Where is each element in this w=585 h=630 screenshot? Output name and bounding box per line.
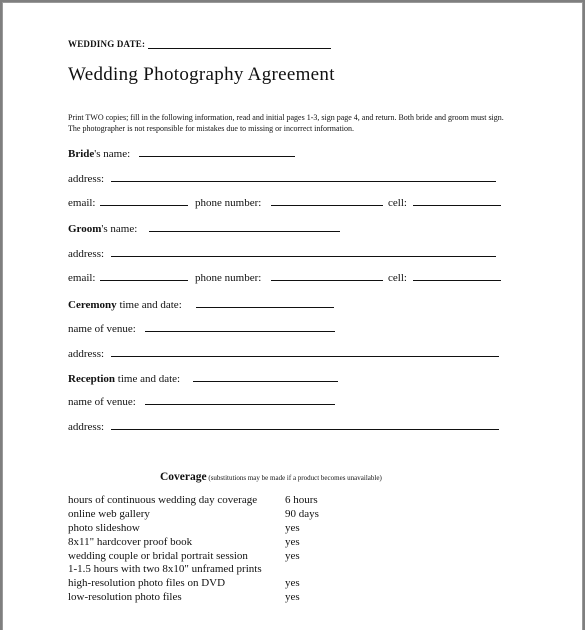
bride-cell-field[interactable] xyxy=(413,205,501,206)
bride-email-label: email: xyxy=(68,197,96,209)
bride-email-field[interactable] xyxy=(100,205,188,206)
groom-phone-label: phone number: xyxy=(195,272,262,284)
coverage-item: 1-1.5 hours with two 8x10" unframed prints xyxy=(68,563,262,575)
groom-cell-field[interactable] xyxy=(413,280,501,281)
bride-name-label: Bride's name: xyxy=(68,148,131,160)
coverage-item: wedding couple or bridal portrait session xyxy=(68,550,248,562)
intro-text: Print TWO copies; fill in the following information, read and initial pages 1-3, sign page 4, and return. Both bride and groom must sign. The photographer is not responsible for mistakes due to missing or incorrect information. xyxy=(68,113,504,133)
coverage-value: 6 hours xyxy=(285,494,318,506)
groom-name-label: Groom's name: xyxy=(68,223,138,235)
groom-address-field[interactable] xyxy=(111,256,496,257)
coverage-item: photo slideshow xyxy=(68,522,140,534)
coverage-value: yes xyxy=(285,536,300,548)
coverage-item: high-resolution photo files on DVD xyxy=(68,577,226,589)
ceremony-venue-label: name of venue: xyxy=(68,323,136,335)
agreement-page xyxy=(2,2,583,630)
groom-cell-label: cell: xyxy=(388,272,407,284)
coverage-value: 90 days xyxy=(285,508,319,520)
ceremony-venue-field[interactable] xyxy=(145,331,335,332)
coverage-item: online web gallery xyxy=(68,508,150,520)
groom-email-field[interactable] xyxy=(100,280,188,281)
ceremony-address-label: address: xyxy=(68,348,105,360)
groom-email-label: email: xyxy=(68,272,96,284)
coverage-value: yes xyxy=(285,522,300,534)
reception-venue-label: name of venue: xyxy=(68,396,136,408)
reception-address-field[interactable] xyxy=(111,429,499,430)
ceremony-time-field[interactable] xyxy=(196,307,334,308)
bride-name-field[interactable] xyxy=(139,156,295,157)
coverage-value: yes xyxy=(285,591,300,603)
ceremony-address-field[interactable] xyxy=(111,356,499,357)
wedding-date-label: WEDDING DATE: xyxy=(68,39,146,49)
reception-time-label: Reception time and date: xyxy=(68,373,181,385)
bride-address-label: address: xyxy=(68,173,105,185)
coverage-value: yes xyxy=(285,550,300,562)
reception-venue-field[interactable] xyxy=(145,404,335,405)
coverage-value: yes xyxy=(285,577,300,589)
coverage-item: 8x11" hardcover proof book xyxy=(68,536,193,548)
coverage-heading: Coverage (substitutions may be made if a product becomes unavailable) xyxy=(160,471,382,483)
groom-address-label: address: xyxy=(68,248,105,260)
wedding-date-field[interactable] xyxy=(148,48,331,49)
bride-phone-field[interactable] xyxy=(271,205,383,206)
groom-phone-field[interactable] xyxy=(271,280,383,281)
reception-time-field[interactable] xyxy=(193,381,338,382)
bride-address-field[interactable] xyxy=(111,181,496,182)
bride-phone-label: phone number: xyxy=(195,197,262,209)
reception-address-label: address: xyxy=(68,421,105,433)
ceremony-time-label: Ceremony time and date: xyxy=(68,299,182,311)
page-title: Wedding Photography Agreement xyxy=(68,64,335,85)
coverage-item: hours of continuous wedding day coverage xyxy=(68,494,258,506)
groom-name-field[interactable] xyxy=(149,231,340,232)
bride-cell-label: cell: xyxy=(388,197,407,209)
coverage-item: low-resolution photo files xyxy=(68,591,182,603)
